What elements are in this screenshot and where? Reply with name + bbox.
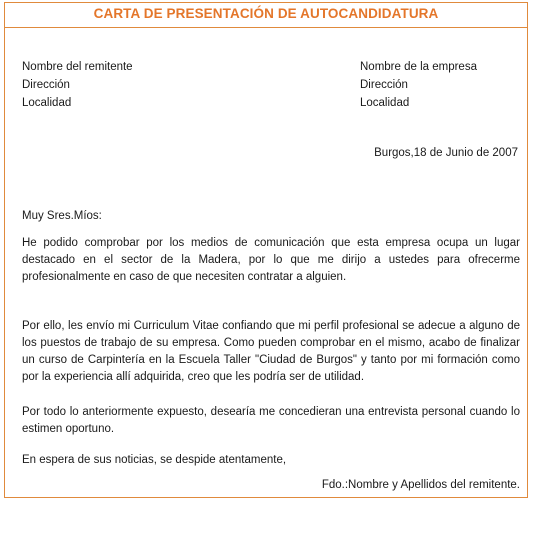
company-address: Dirección	[360, 79, 408, 91]
company-name: Nombre de la empresa	[360, 61, 477, 73]
paragraph-cv: Por ello, les envío mi Curriculum Vitae confiando que mi perfil profesional se adecue a alguno de los puestos de trabajo de su empresa. Como pueden comprobar en el mismo, acabo de finalizar un curso de Carpintería en la Escuela Taller "Ciudad de Burgos" y tanto por mi formación como por la experiencia allí adquirida, creo que les podría ser de utilidad.	[22, 320, 520, 383]
company-city: Localidad	[360, 97, 410, 109]
sender-name: Nombre del remitente	[22, 61, 133, 73]
letter-title: CARTA DE PRESENTACIÓN DE AUTOCANDIDATURA	[93, 6, 439, 21]
sender-address: Dirección	[22, 79, 70, 91]
signature: Fdo.:Nombre y Apellidos del remitente.	[321, 479, 520, 491]
paragraph-interview: Por todo lo anteriormente expuesto, desearía me concedieran una entrevista personal cuando lo estimen oportuno.	[22, 406, 520, 435]
salutation: Muy Sres.Míos:	[22, 210, 102, 222]
sender-city: Localidad	[22, 97, 72, 109]
company-block	[360, 58, 477, 112]
paragraph-intro: He podido comprobar por los medios de comunicación que esta empresa ocupa un lugar destacado en el sector de la Madera, por lo que me dirijo a ustedes para ofrecerme profesionalmente en caso de que necesiten contratar a alguien.	[22, 237, 520, 283]
paragraph-closing: En espera de sus noticias, se despide atentamente,	[22, 454, 287, 466]
sender-block	[22, 58, 133, 112]
letter-date: Burgos,18 de Junio de 2007	[374, 147, 518, 159]
